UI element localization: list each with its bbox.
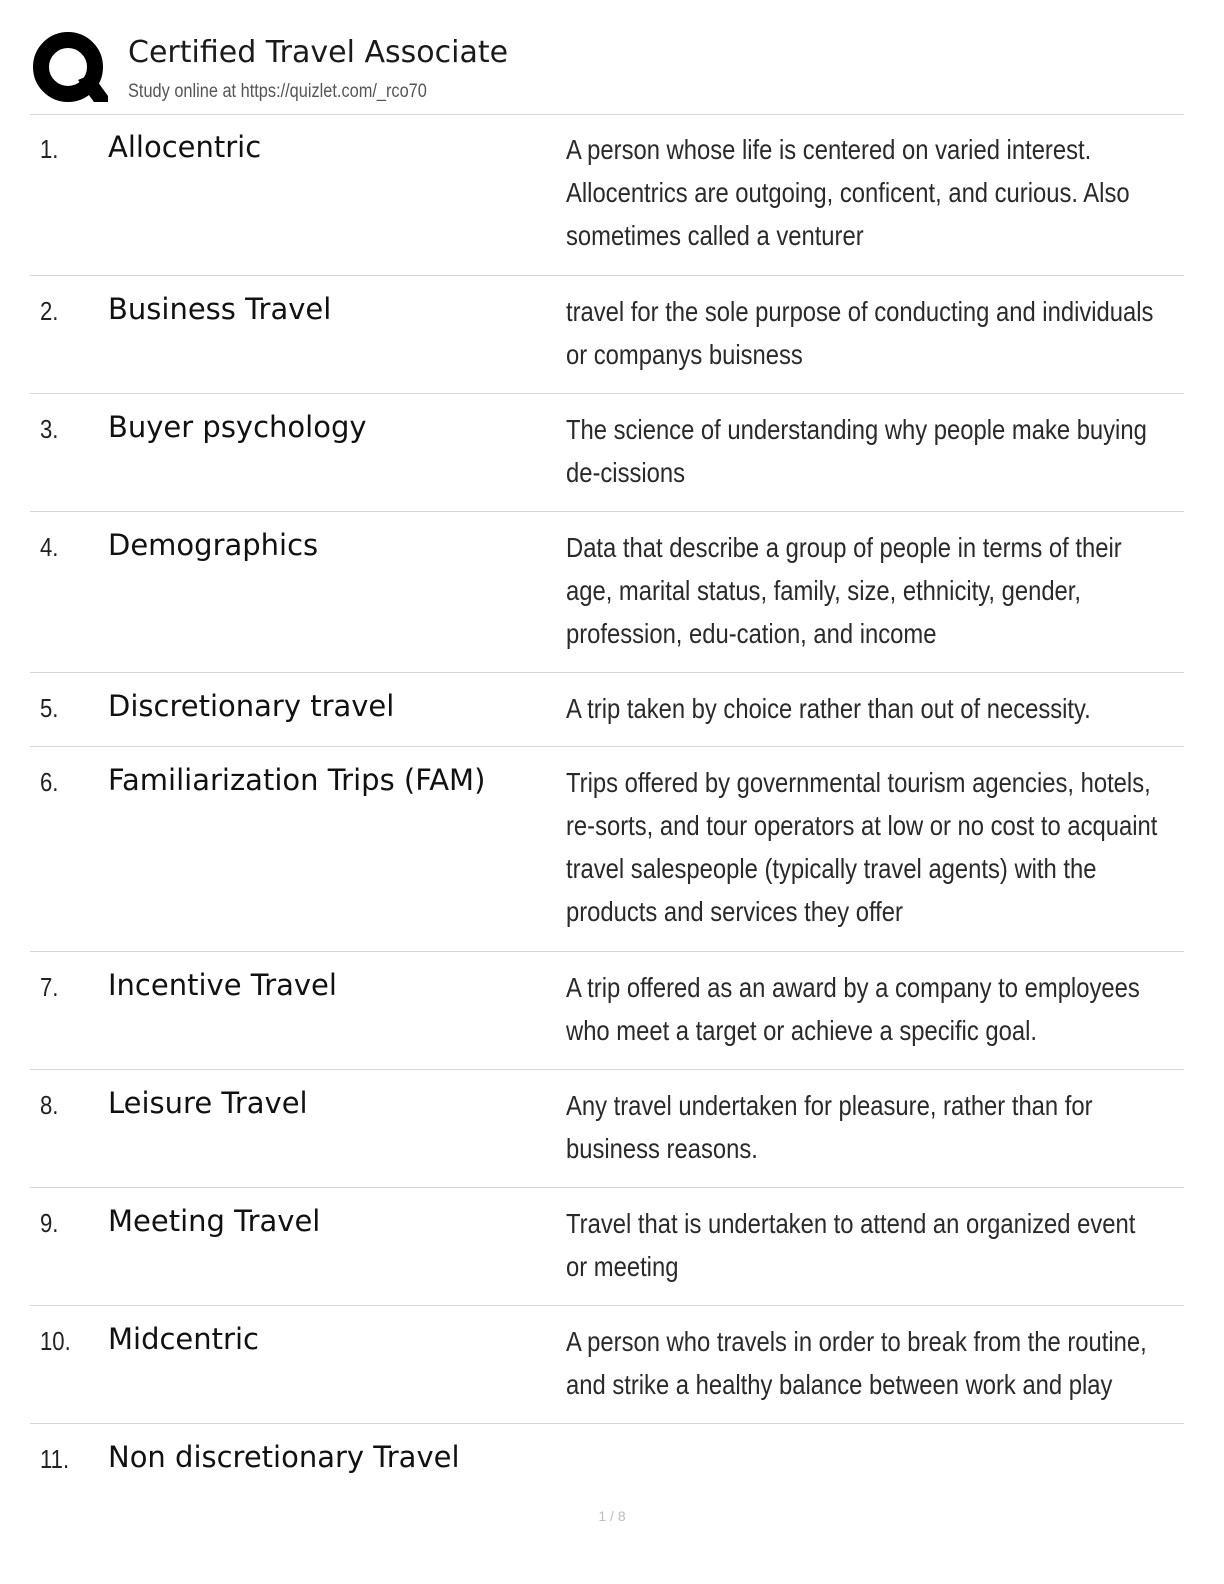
term-row [30,1424,1184,1500]
term-definition: Travel that is undertaken to attend an organized event or meeting [566,1208,1136,1282]
term-text: Incentive Travel [108,968,337,1002]
term-number: 10. [40,1326,71,1356]
term-definition: travel for the sole purpose of conducting and individuals or companys buisness [566,296,1154,370]
term-definition: Trips offered by governmental tourism agencies, hotels, re-sorts, and tour operators at low or no cost to acquaint travel salespeople (typically travel agents) with the products and services they offer [566,767,1158,927]
term-definition: A person whose life is centered on varied interest. Allocentrics are outgoing, conficent, and curious. Also sometimes called a venturer [566,134,1130,251]
term-definition: A trip offered as an award by a company to employees who meet a target or achieve a specific goal. [566,972,1140,1046]
term-definition: A person who travels in order to break from the routine, and strike a healthy balance between work and play [566,1326,1147,1400]
term-number: 9. [40,1208,59,1238]
term-row [30,1306,1184,1424]
term-definition: A trip taken by choice rather than out of necessity. [566,693,1091,724]
term-text: Non discretionary Travel [108,1440,460,1474]
study-link[interactable]: Study online at https://quizlet.com/_rco70 [128,81,427,102]
quizlet-q-logo-icon [32,30,108,106]
set-title: Certified Travel Associate [128,35,509,70]
term-text: Demographics [108,528,319,562]
term-text: Buyer psychology [108,410,367,444]
term-number: 5. [40,693,59,723]
term-row [30,673,1184,747]
term-row [30,512,1184,673]
term-row [30,747,1184,952]
term-list [30,114,1184,1500]
term-definition: Any travel undertaken for pleasure, rather than for business reasons. [566,1090,1093,1164]
term-number: 6. [40,767,59,797]
term-text: Business Travel [108,292,332,326]
term-number: 11. [40,1444,70,1474]
term-number: 7. [40,972,59,1002]
page-indicator: 1 / 8 [598,1508,626,1524]
term-text: Familiarization Trips (FAM) [108,763,486,797]
term-number: 3. [40,414,59,444]
term-text: Meeting Travel [108,1204,321,1238]
term-row [30,276,1184,394]
term-row [30,1188,1184,1306]
term-text: Leisure Travel [108,1086,308,1120]
term-text: Allocentric [108,130,262,164]
term-row [30,394,1184,512]
term-definition: Data that describe a group of people in terms of their age, marital status, family, size, ethnicity, gender, profession, edu-cation, and income [566,532,1122,649]
term-text: Discretionary travel [108,689,395,723]
term-number: 1. [40,134,59,164]
page-header [30,28,1184,115]
term-number: 8. [40,1090,59,1120]
term-row [30,952,1184,1070]
term-definition: The science of understanding why people make buying de-cissions [566,414,1147,488]
term-text: Midcentric [108,1322,259,1356]
term-number: 4. [40,532,59,562]
term-row [30,114,1184,276]
term-number: 2. [40,296,59,326]
term-row [30,1070,1184,1188]
